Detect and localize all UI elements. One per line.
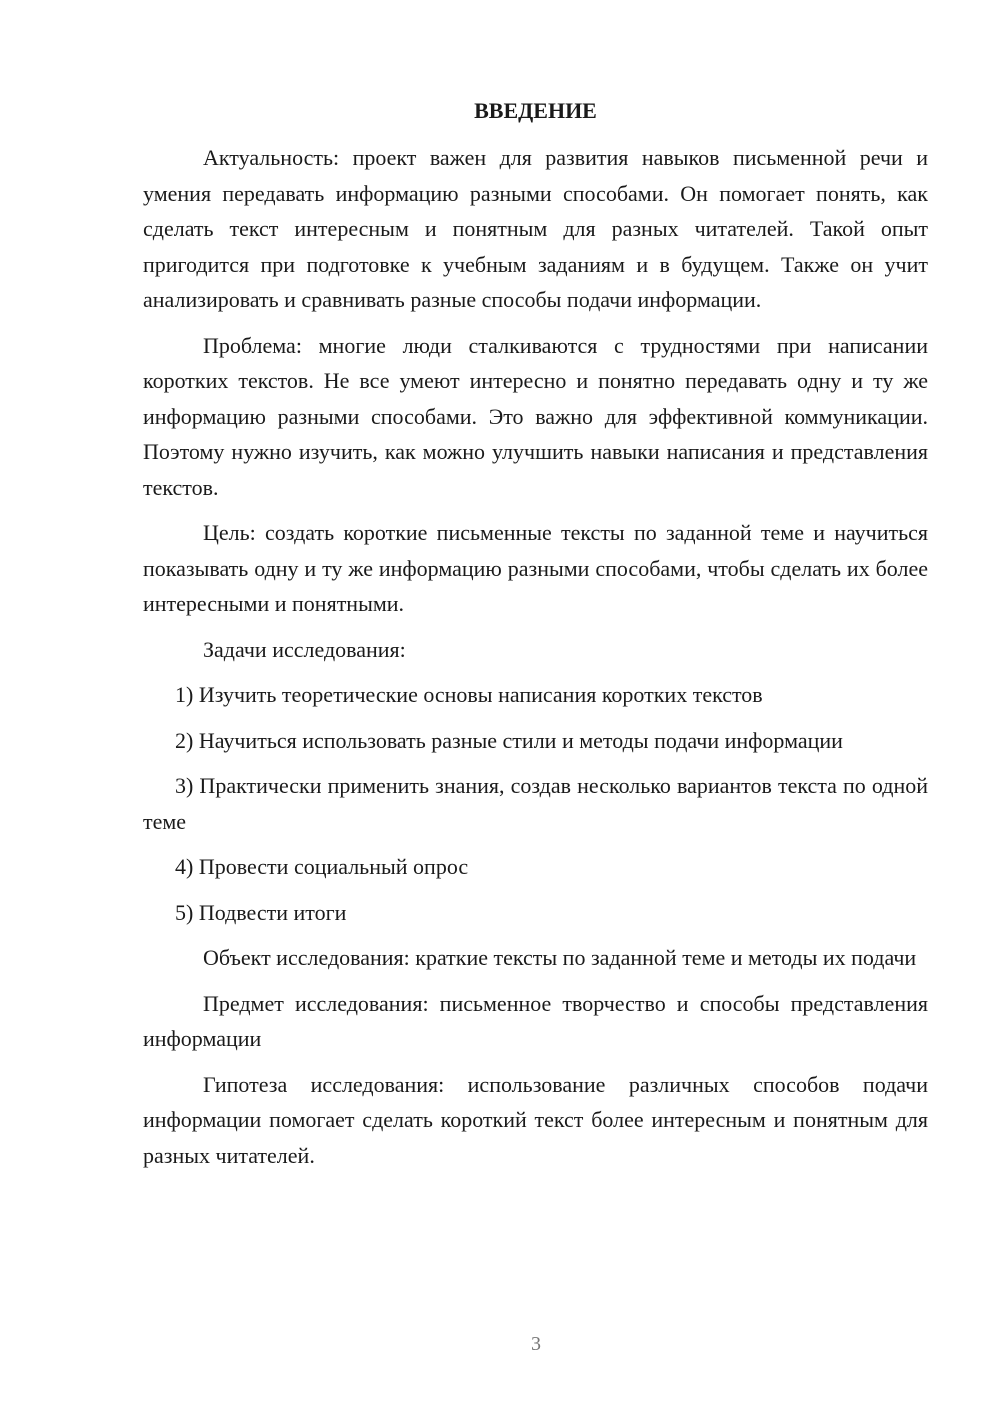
paragraph-problem: Проблема: многие люди сталкиваются с трудностями при написании коротких текстов. Не все умеют интересно и понятно передавать одну и ту же информацию разными способами. Это важно для эффективной коммуникации. Поэтому нужно изучить, как можно улучшить навыки написания и представления текстов. <box>143 332 928 500</box>
paragraph-hypothesis: Гипотеза исследования: использование различных способов подачи информации помогает сделать короткий текст более интересным и понятным для разных читателей. <box>143 1071 928 1168</box>
paragraph-subject: Предмет исследования: письменное творчество и способы представления информации <box>143 990 928 1051</box>
paragraph-object: Объект исследования: краткие тексты по заданной теме и методы их подачи <box>203 945 917 970</box>
page-title: ВВЕДЕНИЕ <box>474 98 597 123</box>
list-item-task-3: 3) Практически применить знания, создав несколько вариантов текста по одной теме <box>143 773 928 834</box>
tasks-heading: Задачи исследования: <box>203 636 406 662</box>
page-number: 3 <box>531 1333 541 1355</box>
list-item-task-1: 1) Изучить теоретические основы написания коротких текстов <box>175 682 763 707</box>
paragraph-relevance: Актуальность: проект важен для развития навыков письменной речи и умения передавать информацию разными способами. Он помогает понять, как сделать текст интересным и понятным для разных читателей. Такой опыт пригодится при подготовке к учебным заданиям и в будущем. Также он учит анализировать и сравнивать разные способы подачи информации. <box>143 145 928 312</box>
list-item-task-5: 5) Подвести итоги <box>175 899 347 925</box>
paragraph-goal: Цель: создать короткие письменные тексты по заданной теме и научиться показывать одну и ту же информацию разными способами, чтобы сделать их более интересными и понятными. <box>143 520 928 616</box>
document-page <box>143 93 928 1183</box>
list-item-task-4: 4) Провести социальный опрос <box>175 854 469 879</box>
list-item-task-2: 2) Научиться использовать разные стили и методы подачи информации <box>175 727 843 753</box>
